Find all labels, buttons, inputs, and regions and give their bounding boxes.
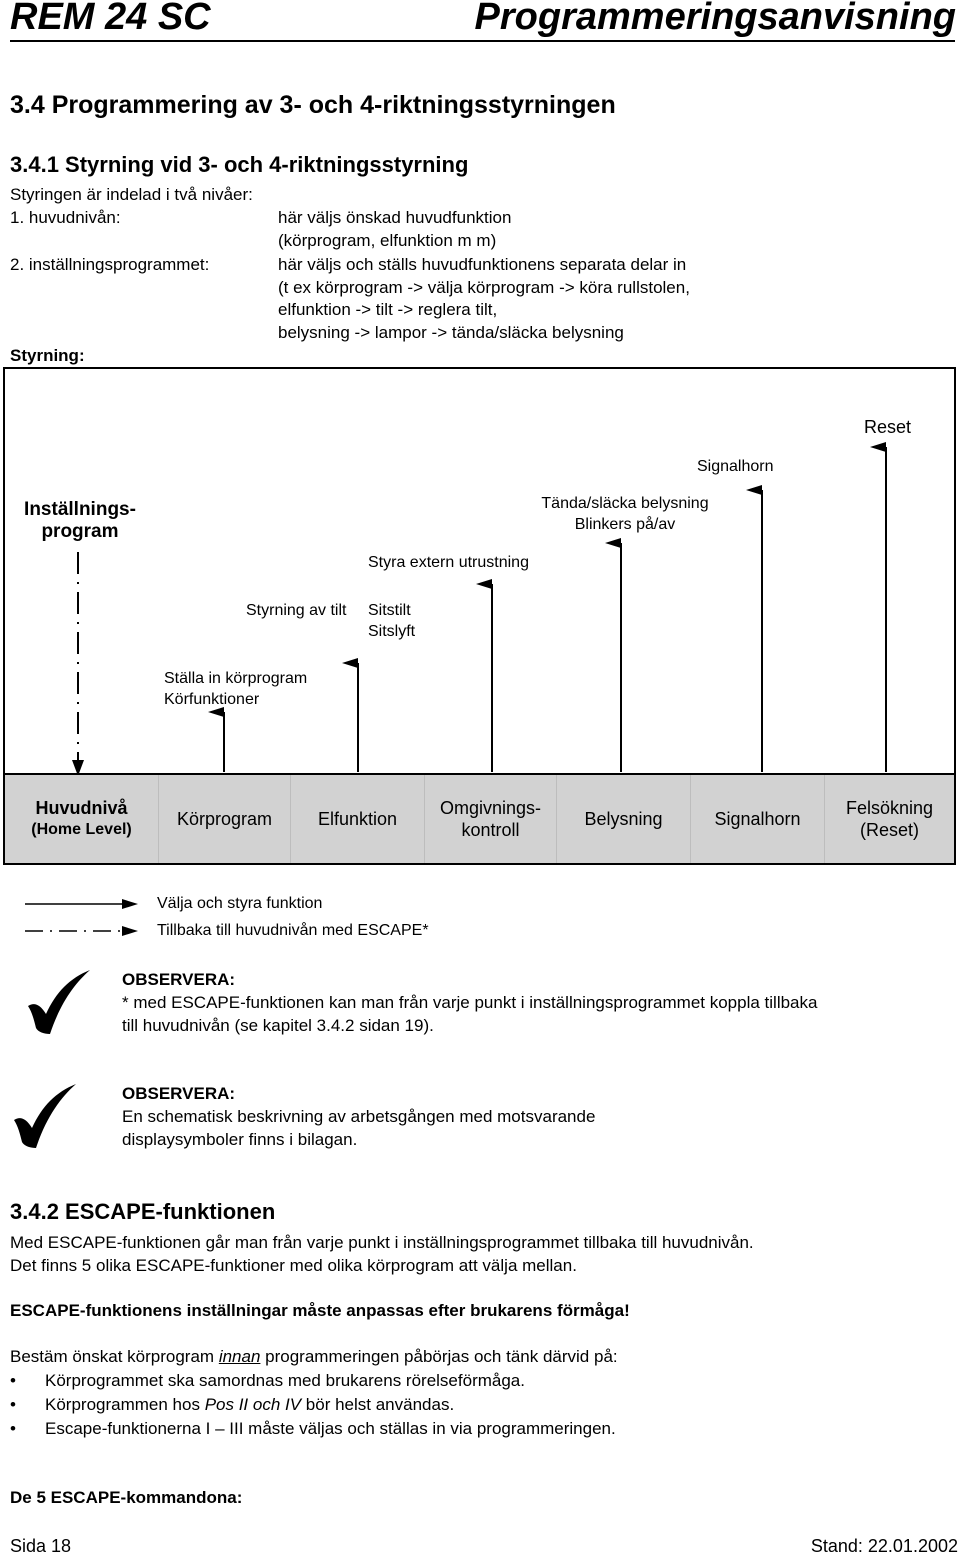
escape-para-line: Det finns 5 olika ESCAPE-funktioner med olika körprogram att välja mellan. bbox=[10, 1256, 577, 1275]
escape-section-title: 3.4.2 ESCAPE-funktionen bbox=[10, 1199, 276, 1224]
level-1-line: (körprogram, elfunktion m m) bbox=[278, 231, 497, 250]
subsection-title: 3.4.1 Styrning vid 3- och 4-riktningsstyrning bbox=[10, 152, 469, 177]
label-reset: Reset bbox=[864, 417, 912, 437]
bullet-item-before: Körprogrammen hos bbox=[45, 1395, 205, 1414]
header-right: Programmeringsanvisning bbox=[474, 0, 956, 38]
cell-omgivning bbox=[425, 775, 556, 863]
cell-felsokning-line: Felsökning bbox=[845, 798, 934, 818]
bullet-item: Körprogrammet ska samordnas med brukarens rörelseförmåga. bbox=[45, 1371, 525, 1390]
note-1-line: till huvudnivån (se kapitel 3.4.2 sidan 19). bbox=[122, 1016, 434, 1035]
label-belysning-2: Blinkers på/av bbox=[574, 516, 676, 533]
escape-bold-line: ESCAPE-funktionens inställningar måste anpassas efter brukarens förmåga! bbox=[10, 1301, 630, 1320]
settings-label-line: Inställnings- bbox=[24, 499, 136, 520]
cell-home bbox=[5, 775, 158, 863]
footer-date: Stand: 22.01.2002 bbox=[810, 1536, 958, 1556]
cell-home-line: Huvudnivå bbox=[35, 798, 128, 818]
level-2-line: elfunktion -> tilt -> reglera tilt, bbox=[278, 300, 498, 319]
cell-omgivning-line: Omgivnings- bbox=[439, 798, 542, 818]
level-1-line: här väljs önskad huvudfunktion bbox=[278, 208, 512, 227]
intro-text: Styringen är indelad i två nivåer: bbox=[10, 185, 253, 204]
styrning-label: Styrning: bbox=[10, 346, 85, 365]
label-signalhorn: Signalhorn bbox=[697, 458, 774, 475]
cell-felsokning bbox=[825, 775, 954, 863]
note-2-line: En schematisk beskrivning av arbetsgången med motsvarande bbox=[122, 1107, 596, 1126]
escape-para2-underlined: innan bbox=[218, 1347, 261, 1366]
legend-lines bbox=[20, 895, 145, 940]
commands-heading: De 5 ESCAPE-kommandona: bbox=[10, 1488, 243, 1507]
footer-page: Sida 18 bbox=[10, 1536, 72, 1556]
legend-solid-label: Välja och styra funktion bbox=[157, 895, 323, 912]
label-belysning-1: Tända/släcka belysning bbox=[541, 495, 709, 512]
note-2-title: OBSERVERA: bbox=[122, 1084, 236, 1103]
legend-dashed-label: Tillbaka till huvudnivån med ESCAPE* bbox=[157, 922, 429, 939]
escape-para2-after: programmeringen påbörjas och tänk därvid på: bbox=[260, 1347, 618, 1366]
level-2-line: här väljs och ställs huvudfunktionens separata delar in bbox=[278, 255, 687, 274]
section-title: 3.4 Programmering av 3- och 4-riktningsstyrningen bbox=[10, 91, 616, 119]
cell-korprogram: Körprogram bbox=[176, 809, 273, 829]
legend-dashed-arrowhead bbox=[122, 926, 138, 936]
label-korprogram-1: Ställa in körprogram bbox=[164, 670, 308, 687]
label-omgivning: Styra extern utrustning bbox=[368, 554, 529, 571]
bullet-item: Escape-funktionerna I – III måste väljas och ställas in via programmeringen. bbox=[45, 1419, 616, 1438]
bullet-item-italic: Pos II och IV bbox=[204, 1395, 302, 1414]
cell-elfunktion: Elfunktion bbox=[317, 809, 398, 829]
label-elfunktion-tilt: Styrning av tilt bbox=[246, 602, 347, 619]
escape-para2 bbox=[10, 1347, 618, 1367]
level-2-term: 2. inställningsprogrammet: bbox=[10, 255, 210, 274]
label-korprogram-2: Körfunktioner bbox=[164, 691, 260, 708]
level-1-term: 1. huvudnivån: bbox=[10, 208, 121, 227]
bullet-dot: • bbox=[10, 1419, 16, 1438]
level-2-line: (t ex körprogram -> välja körprogram -> köra rullstolen, bbox=[278, 278, 690, 297]
bullet-item-after: bör helst användas. bbox=[301, 1395, 455, 1414]
checkmark-icon bbox=[24, 968, 94, 1038]
cell-signalhorn: Signalhorn bbox=[714, 809, 801, 829]
note-1-title: OBSERVERA: bbox=[122, 970, 236, 989]
bullet-dot: • bbox=[10, 1395, 16, 1414]
cell-belysning: Belysning bbox=[584, 809, 663, 829]
label-sitstilt: Sitstilt bbox=[368, 602, 411, 619]
cell-omgivning-line: kontroll bbox=[461, 820, 520, 840]
escape-para-line: Med ESCAPE-funktionen går man från varje punkt i inställningsprogrammet tillbaka till huvudnivån. bbox=[10, 1233, 754, 1252]
label-sitslyft: Sitslyft bbox=[368, 623, 416, 640]
note-2-line: displaysymboler finns i bilagan. bbox=[122, 1130, 358, 1149]
cell-felsokning-line: (Reset) bbox=[859, 820, 919, 840]
note-1-line: * med ESCAPE-funktionen kan man från varje punkt i inställningsprogrammet koppla tillbaka bbox=[122, 993, 818, 1012]
checkmark-icon bbox=[10, 1082, 80, 1152]
settings-label-line: program bbox=[41, 521, 119, 542]
legend-solid-arrowhead bbox=[122, 899, 138, 909]
header-left: REM 24 SC bbox=[10, 0, 211, 38]
bullet-item bbox=[45, 1395, 454, 1415]
bullet-dot: • bbox=[10, 1371, 16, 1390]
cell-home-line: (Home Level) bbox=[31, 821, 132, 838]
escape-para2-before: Bestäm önskat körprogram bbox=[10, 1347, 219, 1366]
level-2-line: belysning -> lampor -> tända/släcka belysning bbox=[278, 323, 624, 342]
